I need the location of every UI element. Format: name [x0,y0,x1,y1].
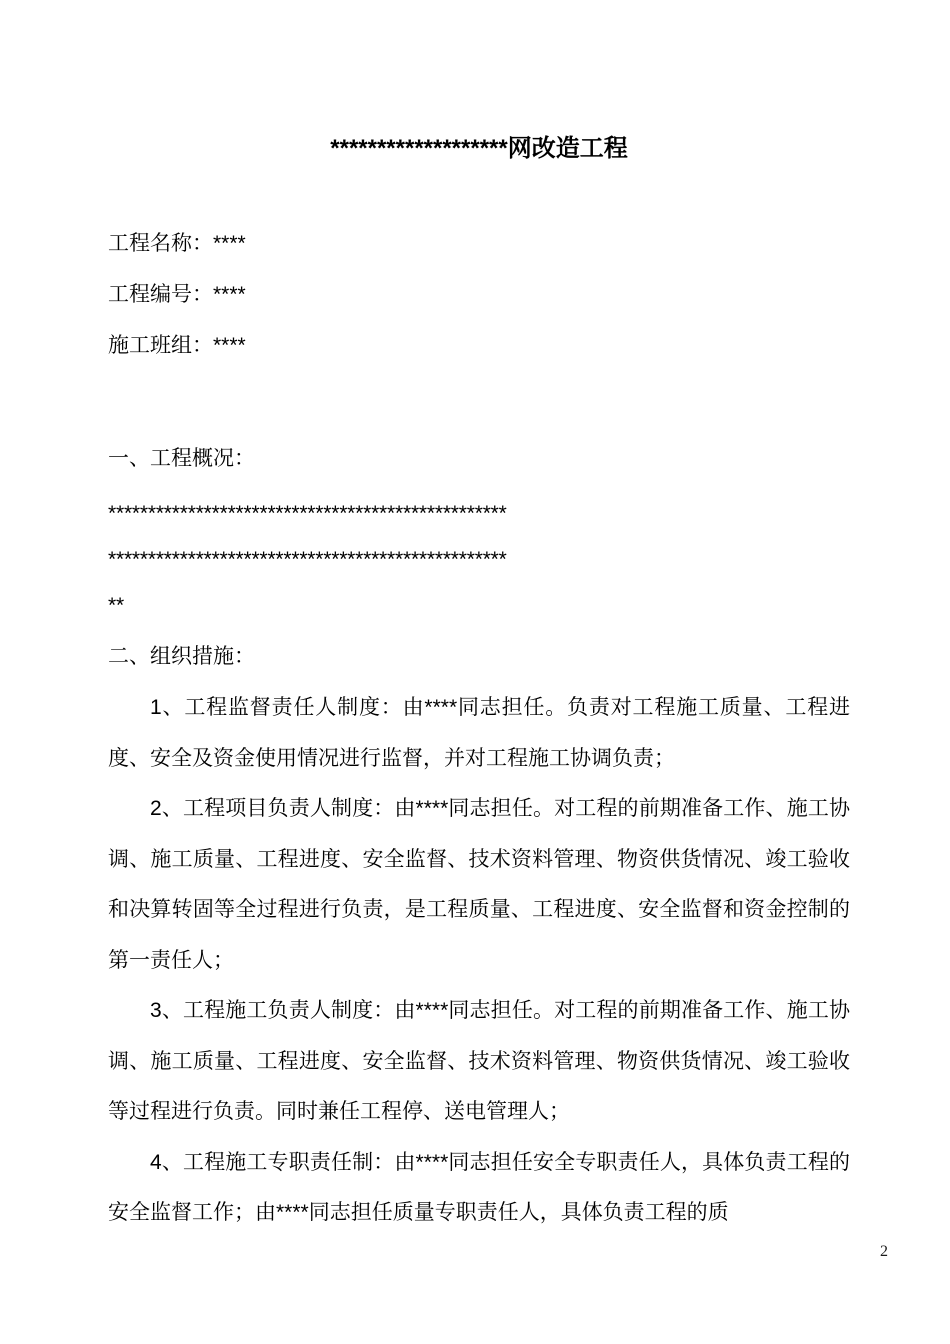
page-title: *******************网改造工程 [330,135,628,162]
measure-item-1: 1、工程监督责任人制度：由****同志担任。负责对工程施工质量、工程进度、安全及资金使用情况进行监督，并对工程施工协调负责； [108,696,850,770]
meta-field-project-number [108,269,850,320]
redacted-text-line: ** [108,594,124,617]
meta-label: 工程编号： [108,283,213,306]
measure-item-2: 2、工程项目负责人制度：由****同志担任。对工程的前期准备工作、施工协调、施工质量、工程进度、安全监督、技术资料管理、物资供货情况、竣工验收和决算转固等全过程进行负责，是工程质量、工程进度、安全监督和资金控制的第一责任人； [108,797,850,972]
meta-label: 施工班组： [108,334,213,357]
redacted-text-line: ************************************************** [108,502,507,525]
page-content [108,0,850,1239]
section-heading-organizational-measures: 二、组织措施： [108,645,255,668]
redacted-text-line: ************************************************** [108,548,507,571]
meta-field-project-name [108,218,850,269]
meta-value: **** [213,283,246,306]
meta-label: 工程名称： [108,232,213,255]
meta-field-work-team [108,320,850,371]
meta-value: **** [213,334,246,357]
meta-value: **** [213,232,246,255]
project-meta-block [108,218,850,371]
measure-item-3: 3、工程施工负责人制度：由****同志担任。对工程的前期准备工作、施工协调、施工质量、工程进度、安全监督、技术资料管理、物资供货情况、竣工验收等过程进行负责。同时兼任工程停、送电管理人； [108,999,850,1123]
measure-item-4: 4、工程施工专职责任制：由****同志担任安全专职责任人，具体负责工程的安全监督工作；由****同志担任质量专职责任人，具体负责工程的质 [108,1150,850,1224]
page-number: 2 [880,1243,888,1260]
project-overview-body [108,491,850,629]
section-heading-project-overview: 一、工程概况： [108,447,255,470]
